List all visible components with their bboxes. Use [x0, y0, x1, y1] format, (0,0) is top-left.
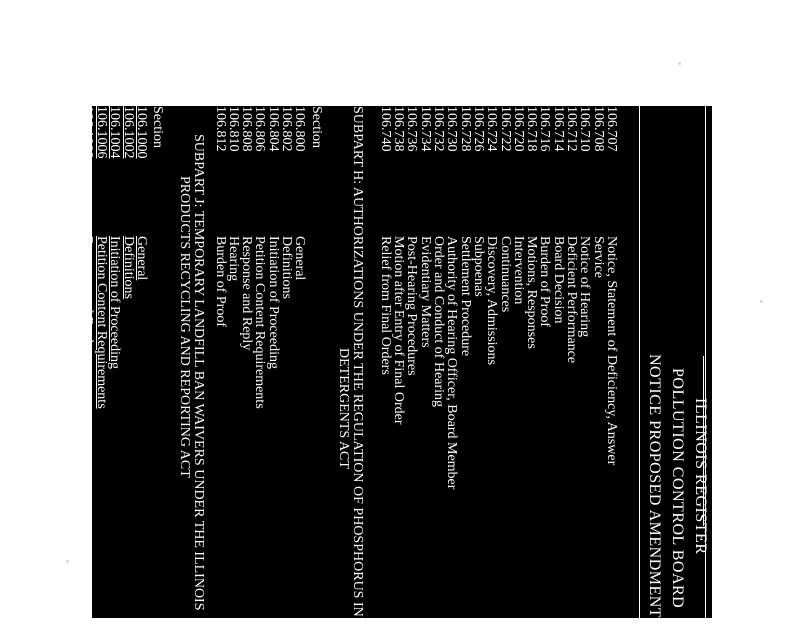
section-title: Subpoenas — [471, 236, 486, 297]
scan-speck — [66, 560, 69, 563]
section-number: 106.720 — [510, 106, 526, 152]
section-number: 106.707 — [604, 106, 619, 152]
section-title: Deficient Performance — [564, 236, 580, 364]
header-notice: NOTICE PROPOSED AMENDMENTS — [646, 354, 663, 627]
section-title: Intervention — [510, 236, 526, 305]
section-number: 106.1012 — [53, 106, 69, 159]
scan-speck — [678, 62, 681, 65]
section-number: 106.1008 — [80, 106, 96, 159]
section-title: Authority of Hearing Officer, Board Member — [444, 236, 460, 490]
section-number: 106.712 — [564, 106, 580, 152]
section-number: 106.802 — [278, 106, 294, 152]
header-board: POLLUTION CONTROL BOARD — [669, 368, 686, 609]
section-title: Relief from Final Orders — [377, 236, 393, 375]
section-number: 106.734 — [417, 106, 433, 152]
subpart-j-heading-cont: PRODUCTS RECYCLING AND REPORTING ACT — [177, 176, 192, 478]
scan-speck — [760, 300, 763, 303]
section-title: Notice, Statement of Deficiency, Answer — [604, 236, 619, 466]
section-number: 106.736 — [404, 106, 420, 152]
section-number: 106.728 — [457, 106, 473, 152]
section-number: 106.724 — [484, 106, 500, 152]
notice-rule — [639, 106, 640, 618]
section-number: 106.806 — [252, 106, 268, 152]
section-title: Evidentiary Matters — [417, 236, 433, 348]
section-title: Board Decision — [550, 236, 566, 324]
section-number: 106.1006 — [93, 106, 109, 159]
section-number: 106.716 — [537, 106, 553, 152]
section-title: General — [134, 236, 149, 281]
subpart-j-section-label: Section — [150, 106, 165, 148]
section-number: 106.708 — [590, 106, 606, 152]
section-number: 106.718 — [524, 106, 540, 152]
section-title: Hearing — [226, 236, 241, 282]
section-title: Initiation of Proceeding — [265, 236, 281, 369]
section-number: 106.1000 — [134, 106, 149, 159]
section-title: Initiation of Proceeding — [107, 236, 123, 369]
section-number: 106.812 — [212, 106, 228, 152]
section-title: Definitions — [120, 236, 136, 299]
section-title: Order and Conduct of Hearing — [431, 236, 447, 408]
section-title: Notice of Hearing — [577, 236, 593, 338]
section-title: Burden of Proof — [212, 236, 228, 327]
section-title: Motions, Responses — [524, 236, 540, 349]
subpart-h-heading: SUBPART H: AUTHORIZATIONS UNDER THE REGULATION OF PHOSPHORUS IN — [350, 106, 365, 617]
section-title: Post-Hearing Procedures — [404, 236, 420, 376]
section-title: Continuances — [497, 236, 513, 313]
section-title: Motion after Entry of Final Order — [391, 236, 407, 425]
section-number: 106.1002 — [120, 106, 136, 159]
section-title: Burden of Proof — [67, 236, 82, 327]
section-title: General — [292, 236, 307, 281]
section-number: 106.722 — [497, 106, 513, 152]
section-title: Board Decision — [53, 236, 69, 324]
subpart-j-heading: SUBPART J: TEMPORARY LANDFILL BAN WAIVERS UNDER THE ILLINOIS — [191, 134, 206, 611]
section-title: Definitions — [278, 236, 294, 299]
section-title: Service — [590, 236, 606, 278]
section-number: 106.714 — [550, 106, 566, 152]
section-number: 106.726 — [471, 106, 486, 152]
section-title: Response and Reply — [239, 236, 255, 351]
section-title: Burden of Proof — [537, 236, 553, 327]
header-register: ILLINOIS REGISTER — [692, 398, 709, 555]
scanned-document-page — [53, 106, 712, 627]
section-title: Settlement Procedure — [457, 236, 473, 357]
section-title: Petition Content Requirements — [93, 236, 109, 409]
section-title: Petition Content Requirements — [252, 236, 268, 409]
section-title: Response and Reply — [80, 236, 96, 351]
section-number: 106.808 — [239, 106, 255, 152]
rotated-page-content — [53, 106, 712, 627]
section-number: 106.710 — [577, 106, 593, 152]
section-number: 106.804 — [265, 106, 281, 152]
subpart-h-section-label: Section — [309, 106, 324, 148]
section-number: 106.810 — [226, 106, 241, 152]
section-number: 106.730 — [444, 106, 460, 152]
section-number: 106.732 — [431, 106, 447, 152]
section-number: 106.1010 — [67, 106, 82, 159]
section-title: Discovery, Admissions — [484, 236, 500, 365]
section-number: 106.1004 — [107, 106, 123, 159]
section-number: 106.800 — [292, 106, 307, 152]
subpart-h-heading-cont: DETERGENTS ACT — [336, 348, 351, 469]
section-number: 106.738 — [391, 106, 407, 152]
section-number: 106.740 — [377, 106, 393, 152]
